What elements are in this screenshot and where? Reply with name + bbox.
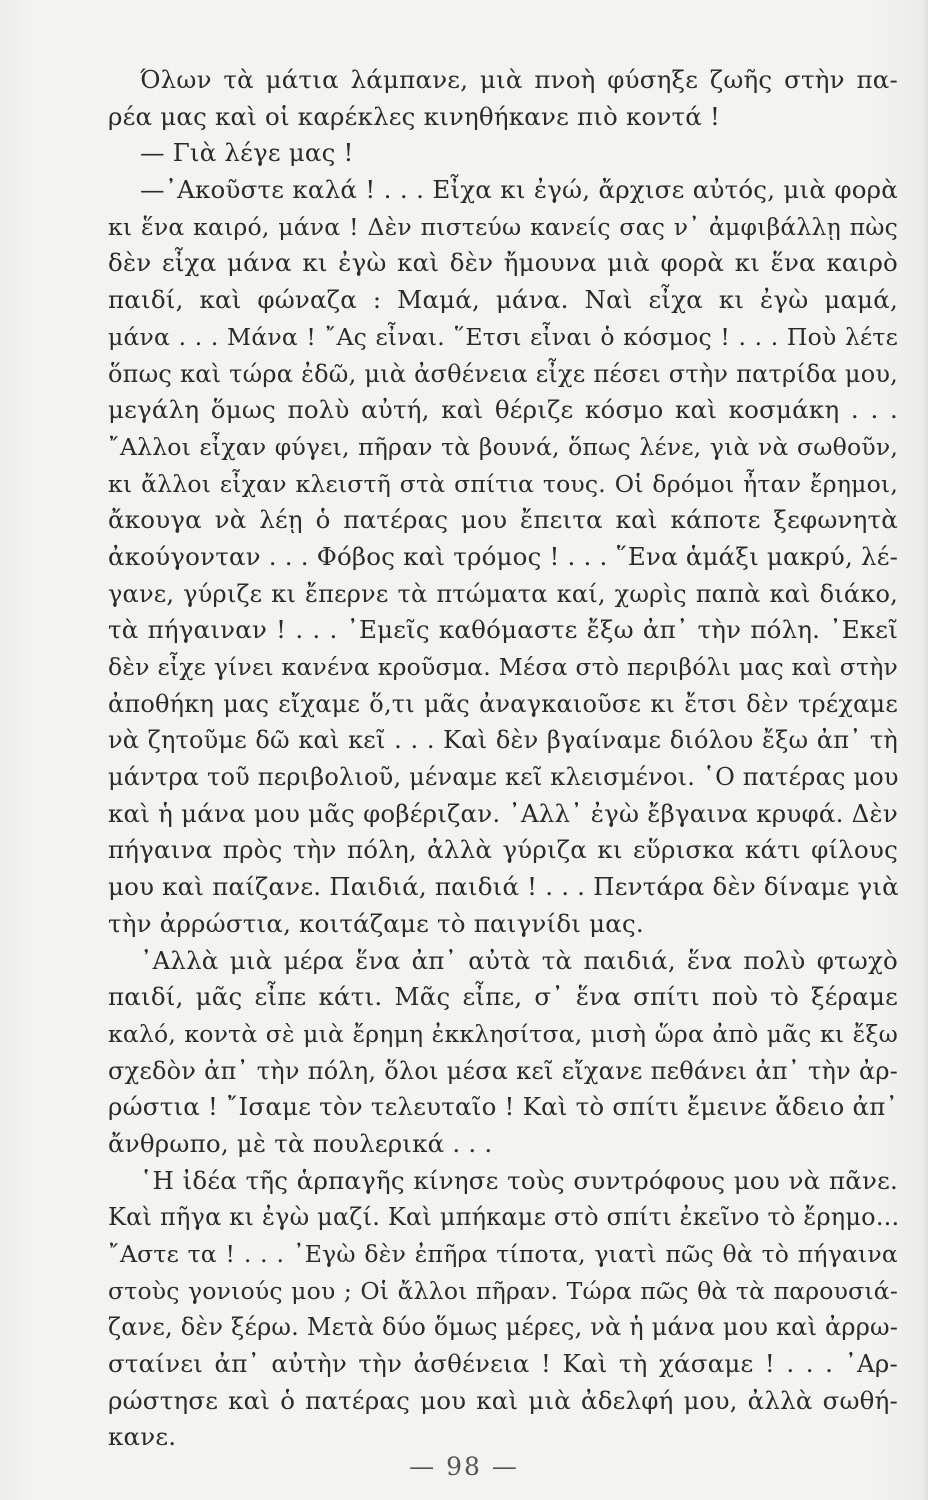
text-line: μάνα . . . Μάνα ! ῎Ας εἶναι. ῞Ετσι εἶναι ὁ κόσμος ! . . . Ποὺ λέτε (108, 322, 898, 351)
text-line: — Γιὰ λέγε μας ! (140, 138, 354, 168)
text-line: ῎Αλλοι εἶχαν φύγει, πῆραν τὰ βουνά, ὅπως λένε, γιὰ νὰ σωθοῦν, (108, 432, 898, 461)
text-line: ῾Η ἰδέα τῆς ἁρπαγῆς κίνησε τοὺς συντρόφους μου νὰ πᾶνε. (140, 1165, 898, 1195)
text-line: ρώστια ! ῎Ισαμε τὸν τελευταῖο ! Καὶ τὸ σπίτι ἔμεινε ἄδειο ἀπ᾿ (108, 1092, 898, 1122)
text-line: ἄκουγα νὰ λέῃ ὁ πατέρας μου ἔπειτα καὶ κάποτε ξεφωνητὰ (108, 505, 898, 535)
text-line: ἀκούγονταν . . . Φόβος καὶ τρόμος ! . . . ῞Ενα ἁμάξι μακρύ, λέ- (108, 541, 899, 571)
text-line: σχεδὸν ἀπ᾿ τὴν πόλη, ὅλοι μέσα κεῖ εἴχανε πεθάνει ἀπ᾿ τὴν ἀρ- (108, 1056, 898, 1085)
text-line: νὰ ζητοῦμε δῶ καὶ κεῖ . . . Καὶ δὲν βγαίναμε διόλου ἔξω ἀπ᾿ τὴ (108, 726, 898, 755)
page-edge-shadow (922, 0, 928, 1500)
text-line: καὶ ἡ μάνα μου μᾶς φοβέριζαν. ᾿Αλλ᾿ ἐγὼ ἔβγαινα κρυφά. Δὲν (108, 798, 898, 828)
text-line: σταίνει ἀπ᾿ αὐτὴν τὴν ἀσθένεια ! Καὶ τὴ χάσαμε ! . . . ᾿Αρ- (108, 1349, 898, 1379)
page-number: — 98 — (409, 1452, 519, 1481)
text-line: ζανε, δὲν ξέρω. Μετὰ δύο ὅμως μέρες, νὰ ἡ μάνα μου καὶ ἀρρω- (108, 1313, 899, 1342)
text-line: Όλων τὰ μάτια λάμπανε, μιὰ πνοὴ φύσηξε ζωῆς στὴν πα- (140, 65, 898, 94)
text-line: δὲν εἶχα μάνα κι ἐγὼ καὶ δὲν ἤμουνα μιὰ φορὰ κι ἕνα καιρὸ (108, 248, 898, 278)
text-line: μου καὶ παίζανε. Παιδιά, παιδιά ! . . . Πεντάρα δὲν δίναμε γιὰ (108, 872, 899, 902)
text-line: κι ἄλλοι εἶχαν κλειστῆ στὰ σπίτια τους. Οἱ δρόμοι ἦταν ἔρημοι, (108, 469, 898, 498)
text-line: πήγαινα πρὸς τὴν πόλη, ἀλλὰ γύριζα κι εὕρισκα κάτι φίλους (108, 835, 898, 865)
text-line: παιδί, καὶ φώναζα : Μαμά, μάνα. Ναὶ εἶχα κι ἐγὼ μαμά, (108, 285, 898, 315)
text-line: κι ἕνα καιρό, μάνα ! Δὲν πιστεύω κανείς σας ν᾿ ἀμφιβάλλῃ πὼς (108, 212, 898, 241)
text-line: καλό, κοντὰ σὲ μιὰ ἔρημη ἐκκλησίτσα, μισὴ ὥρα ἀπὸ μᾶς κι ἔξω (108, 1019, 898, 1048)
text-line: στοὺς γονιούς μου ; Οἱ ἄλλοι πῆραν. Τώρα πῶς θὰ τὰ παρουσιά- (108, 1276, 898, 1305)
text-line: —᾿Ακοῦστε καλά ! . . . Εἶχα κι ἐγώ, ἄρχισε αὐτός, μιὰ φορὰ (140, 175, 898, 205)
text-line: ῎Αστε τα ! . . . ᾿Εγὼ δὲν ἐπῆρα τίποτα, γιατὶ πῶς θὰ τὸ πήγαινα (108, 1240, 898, 1268)
body-text (108, 62, 898, 1456)
text-line: μεγάλη ὅμως πολὺ αὐτή, καὶ θέριζε κόσμο καὶ κοσμάκη . . . (108, 395, 898, 425)
text-line: κανε. (108, 1422, 177, 1452)
text-line: τὰ πήγαιναν ! . . . ᾿Εμεῖς καθόμαστε ἔξω ἀπ᾿ τὴν πόλη. ᾿Εκεῖ (108, 615, 898, 645)
text-line: γανε, γύριζε κι ἔπερνε τὰ πτώματα καί, χωρὶς παπὰ καὶ διάκο, (108, 579, 898, 608)
text-line: ὅπως καὶ τώρα ἐδῶ, μιὰ ἀσθένεια εἶχε πέσει στὴν πατρίδα μου, (108, 359, 898, 388)
text-line: τὴν ἀρρώστια, κοιτάζαμε τὸ παιγνίδι μας. (108, 908, 644, 938)
text-line: δὲν εἶχε γίνει κανένα κροῦσμα. Μέσα στὸ περιβόλι μας καὶ στὴν (108, 653, 898, 681)
text-line: ἄνθρωπο, μὲ τὰ πουλερικά . . . (108, 1128, 493, 1158)
text-line: ρέα μας καὶ οἱ καρέκλες κινηθήκανε πιὸ κοντά ! (108, 101, 721, 131)
text-line: ᾿Αλλὰ μιὰ μέρα ἕνα ἀπ᾿ αὐτὰ τὰ παιδιά, ἕνα πολὺ φτωχὸ (140, 945, 898, 975)
text-line: ἀποθήκη μας εἴχαμε ὅ,τι μᾶς ἀναγκαιοῦσε κι ἔτσι δὲν τρέχαμε (108, 689, 898, 718)
text-line: Καὶ πῆγα κι ἐγὼ μαζί. Καὶ μπήκαμε στὸ σπίτι ἐκεῖνο τὸ ἔρημο... (108, 1203, 900, 1232)
text-line: ρώστησε καὶ ὁ πατέρας μου καὶ μιὰ ἀδελφή μου, ἀλλὰ σωθή- (108, 1385, 898, 1415)
text-line: μάντρα τοῦ περιβολιοῦ, μέναμε κεῖ κλεισμένοι. ῾Ο πατέρας μου (108, 763, 899, 792)
text-line: παιδί, μᾶς εἶπε κάτι. Μᾶς εἶπε, σ᾿ ἕνα σπίτι ποὺ τὸ ξέραμε (108, 982, 898, 1012)
